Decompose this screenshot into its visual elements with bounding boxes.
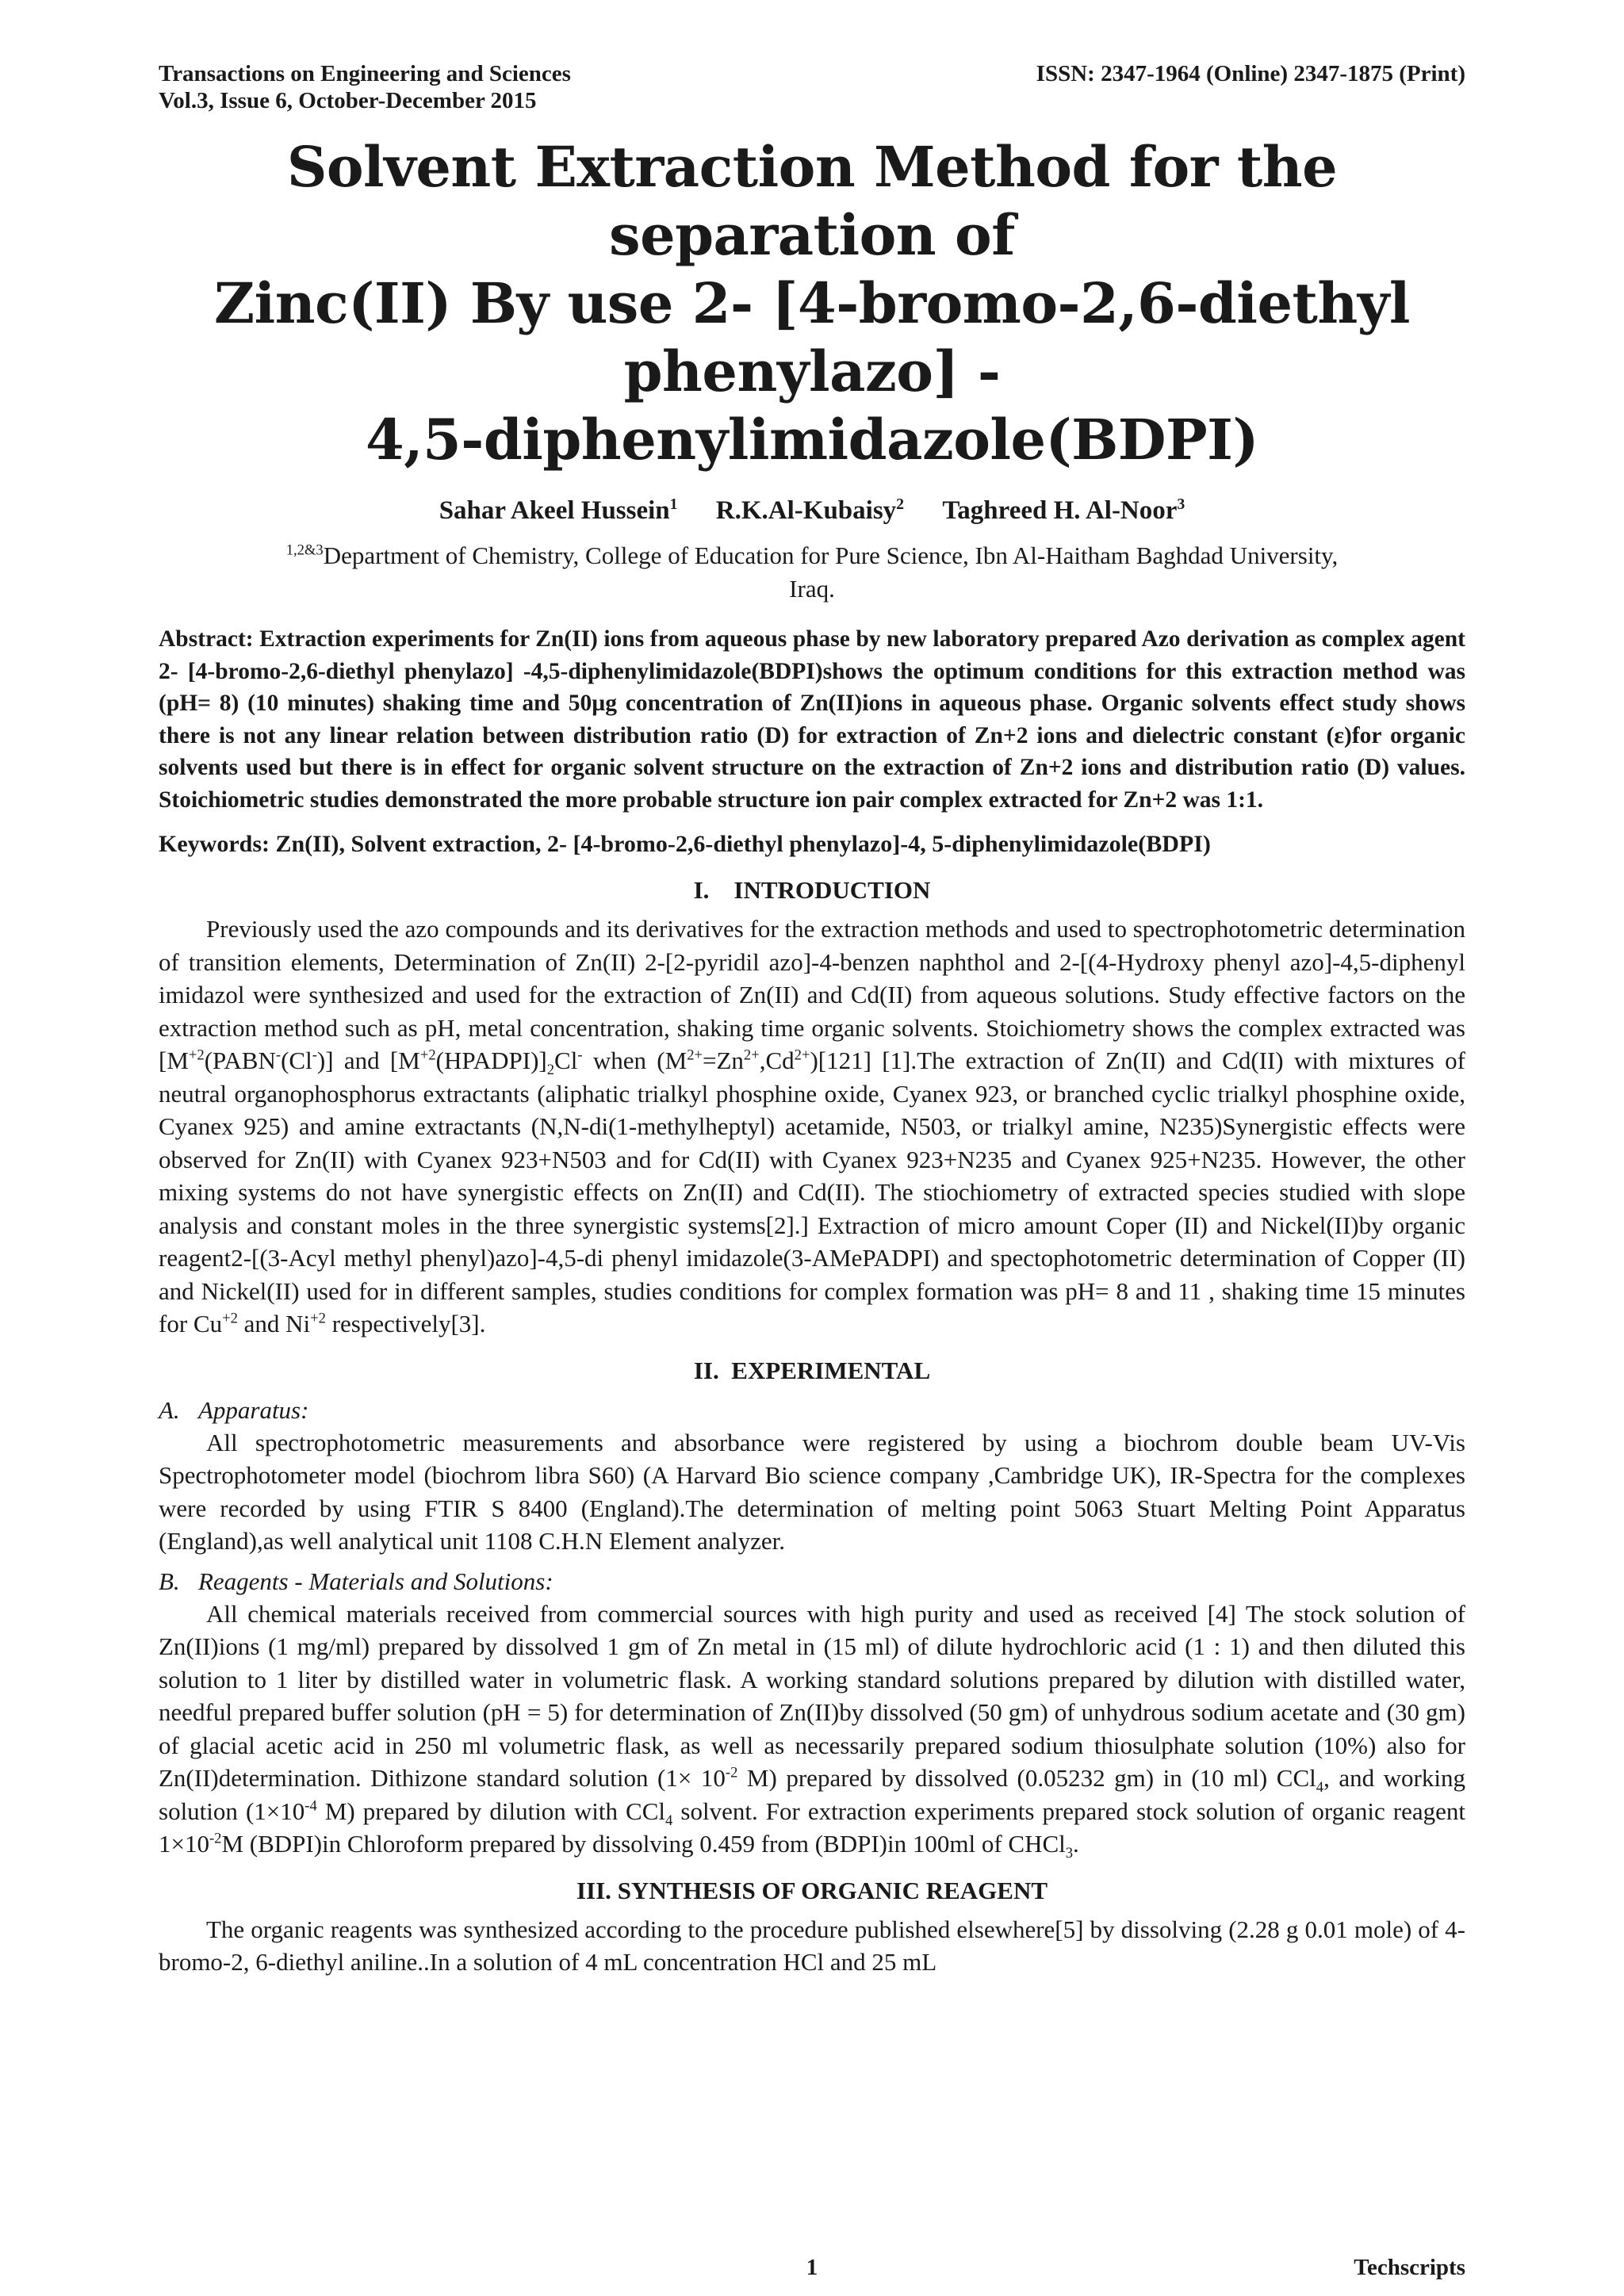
subsection-heading-apparatus: A. Apparatus: — [159, 1395, 309, 1424]
affiliation — [159, 539, 1465, 606]
author: Sahar Akeel Hussein$^1$ — [439, 496, 678, 525]
keywords: Keywords: Zn(II), Solvent extraction, 2- [4-bromo-2,6-diethyl phenylazo]-4, 5-diphenylimidazole(BDPI) — [159, 831, 1211, 857]
publisher: Techscripts — [1354, 2255, 1465, 2280]
issn: ISSN: 2347-1964 (Online) 2347-1875 (Print) — [1036, 61, 1465, 86]
journal-name: Transactions on Engineering and Sciences — [159, 61, 571, 86]
journal-volume: Vol.3, Issue 6, October-December 2015 — [159, 88, 537, 113]
abstract: Abstract: Extraction experiments for Zn(II) ions from aqueous phase by new laboratory prepared Azo derivation as complex agent 2- [4-bromo-2,6-diethyl phenylazo] -4,5-diphenylimidazole(BDPI)shows the optimum conditions for this extraction method was (pH= 8) (10 minutes) shaking time and 50µg concentration of Zn(II)ions in aqueous phase. Organic solvents effect study shows there is not any linear relation between distribution ratio (D) for extraction of Zn+2 ions and dielectric constant (ε)for organic solvents used but there is in effect for organic solvent structure on the extraction of Zn+2 ions and distribution ratio (D) values. Stoichiometric studies demonstrated the more probable structure ion pair complex extracted for Zn+2 was 1:1. — [159, 626, 1465, 813]
title-line: 4,5-diphenylimidazole(BDPI) — [365, 407, 1259, 473]
affiliation-line: Iraq. — [789, 575, 835, 603]
paper-title — [159, 133, 1465, 474]
subsection-heading-reagents: B. Reagents - Materials and Solutions: — [159, 1567, 553, 1595]
author: Taghreed H. Al-Noor$^3$ — [942, 496, 1185, 525]
affiliation-line: Department of Chemistry, College of Education for Pure Science, Ibn Al-Haitham Baghdad University, — [323, 541, 1339, 569]
section-heading-experimental: II. EXPERIMENTAL — [693, 1356, 931, 1384]
author: R.K.Al-Kubaisy$^2$ — [715, 496, 905, 525]
title-line: Zinc(II) By use 2- [4-bromo-2,6-diethyl phenylazo] - — [214, 270, 1410, 404]
paper-content — [159, 133, 1465, 1979]
synthesis-paragraph: The organic reagents was synthesized according to the procedure published elsewhere[5] by dissolving (2.28 g 0.01 mole) of 4-bromo-2, 6-diethyl aniline..In a solution of 4 mL concentration HCl and 25 mL — [159, 1915, 1465, 1976]
running-header — [159, 60, 1465, 114]
affiliation-mark: 1,2&3 — [285, 541, 324, 559]
author-list — [159, 493, 1465, 528]
reagents-paragraph: All chemical materials received from commercial sources with high purity and used as received [4] The stock solution of Zn(II)ions (1 mg/ml) prepared by dissolved 1 gm of Zn metal in (15 ml) of dilute hydrochloric acid (1 : 1) and then diluted this solution to 1 liter by distilled water in volumetric flask. A working standard solutions prepared by dilution with distilled water, needful prepared buffer solution (pH = 5) for determination of Zn(II)by dissolved (50 gm) of unhydrous sodium acetate and (30 gm) of glacial acetic acid in 250 ml volumetric flask, as well as necessarily prepared sodium thiosulphate solution (10%) also for Zn(II)determination. Dithizone standard solution ($1\times 10^{-2}$ M) prepared by dissolved (0.05232 gm) in (10 ml) CCl$_4$, and working solution ($1\times 10^{-4}$ M) prepared by dilution with CCl$_4$ solvent. For extraction experiments prepared stock solution of organic reagent $1\times 10^{-2}M$ (BDPI)in Chloroform prepared by dissolving 0.459 from (BDPI)in 100ml of CHCl$_3$. — [159, 1599, 1465, 1862]
page-number: 1 — [806, 2255, 818, 2280]
journal-info — [159, 60, 571, 114]
title-line: Solvent Extraction Method for the separation of — [286, 134, 1338, 268]
section-heading-synthesis: III. SYNTHESIS OF ORGANIC REAGENT — [576, 1876, 1048, 1904]
apparatus-paragraph: All spectrophotometric measurements and absorbance were registered by using a biochrom double beam UV-Vis Spectrophotometer model (biochrom libra S60) (A Harvard Bio science company ,Cambridge UK), IR-Spectra for the complexes were recorded by using FTIR S 8400 (England).The determination of melting point 5063 Stuart Melting Point Apparatus (England),as well analytical unit 1108 C.H.N Element analyzer. — [159, 1428, 1465, 1555]
section-heading-introduction: I. INTRODUCTION — [693, 876, 931, 904]
introduction-paragraph: Previously used the azo compounds and its derivatives for the extraction methods and used to spectrophotometric determination of transition elements, Determination of Zn(II) 2-[2-pyridil azo]-4-benzen naphthol and 2-[(4-Hydroxy phenyl azo]-4,5-diphenyl imidazol were synthesized and used for the extraction of Zn(II) and Cd(II) from aqueous solutions. Study effective factors on the extraction method such as pH, metal concentration, shaking time organic solvents. Stoichiometry shows the complex extracted was [$M^{+2}(PABN^-(Cl^-)]$ and $[M^{+2}(HPADPI)]_2Cl^-$ when $(M^{2+}=Zn^{2+},Cd^{2+})[121]$ [1].The extraction of Zn(II) and Cd(II) with mixtures of neutral organophosphorus extractants (aliphatic trialkyl phosphine oxide, Cyanex 923, or branched cyclic trialkyl phosphine oxide, Cyanex 925) and amine extractants (N,N-di(1-methylheptyl) acetamide, N503, or trialkyl amine, N235)Synergistic effects were observed for Zn(II) with Cyanex 923+N503 and for Cd(II) with Cyanex 923+N235 and Cyanex 925+N235. However, the other mixing systems do not have synergistic effects on Zn(II) and Cd(II). The stiochiometry of extracted species studied with slope analysis and constant moles in the three synergistic systems[2].] Extraction of micro amount Coper (II) and Nickel(II)by organic reagent2-[(3-Acyl methyl phenyl)azo]-4,5-di phenyl imidazole(3-AMePADPI) and spectophotometric determination of Copper (II) and Nickel(II) used for in different samples, studies conditions for complex formation was pH= 8 and 11 , shaking time 15 minutes for $Cu^{+2}$ and $Ni^{+2}$ respectively[3]. — [159, 915, 1465, 1337]
